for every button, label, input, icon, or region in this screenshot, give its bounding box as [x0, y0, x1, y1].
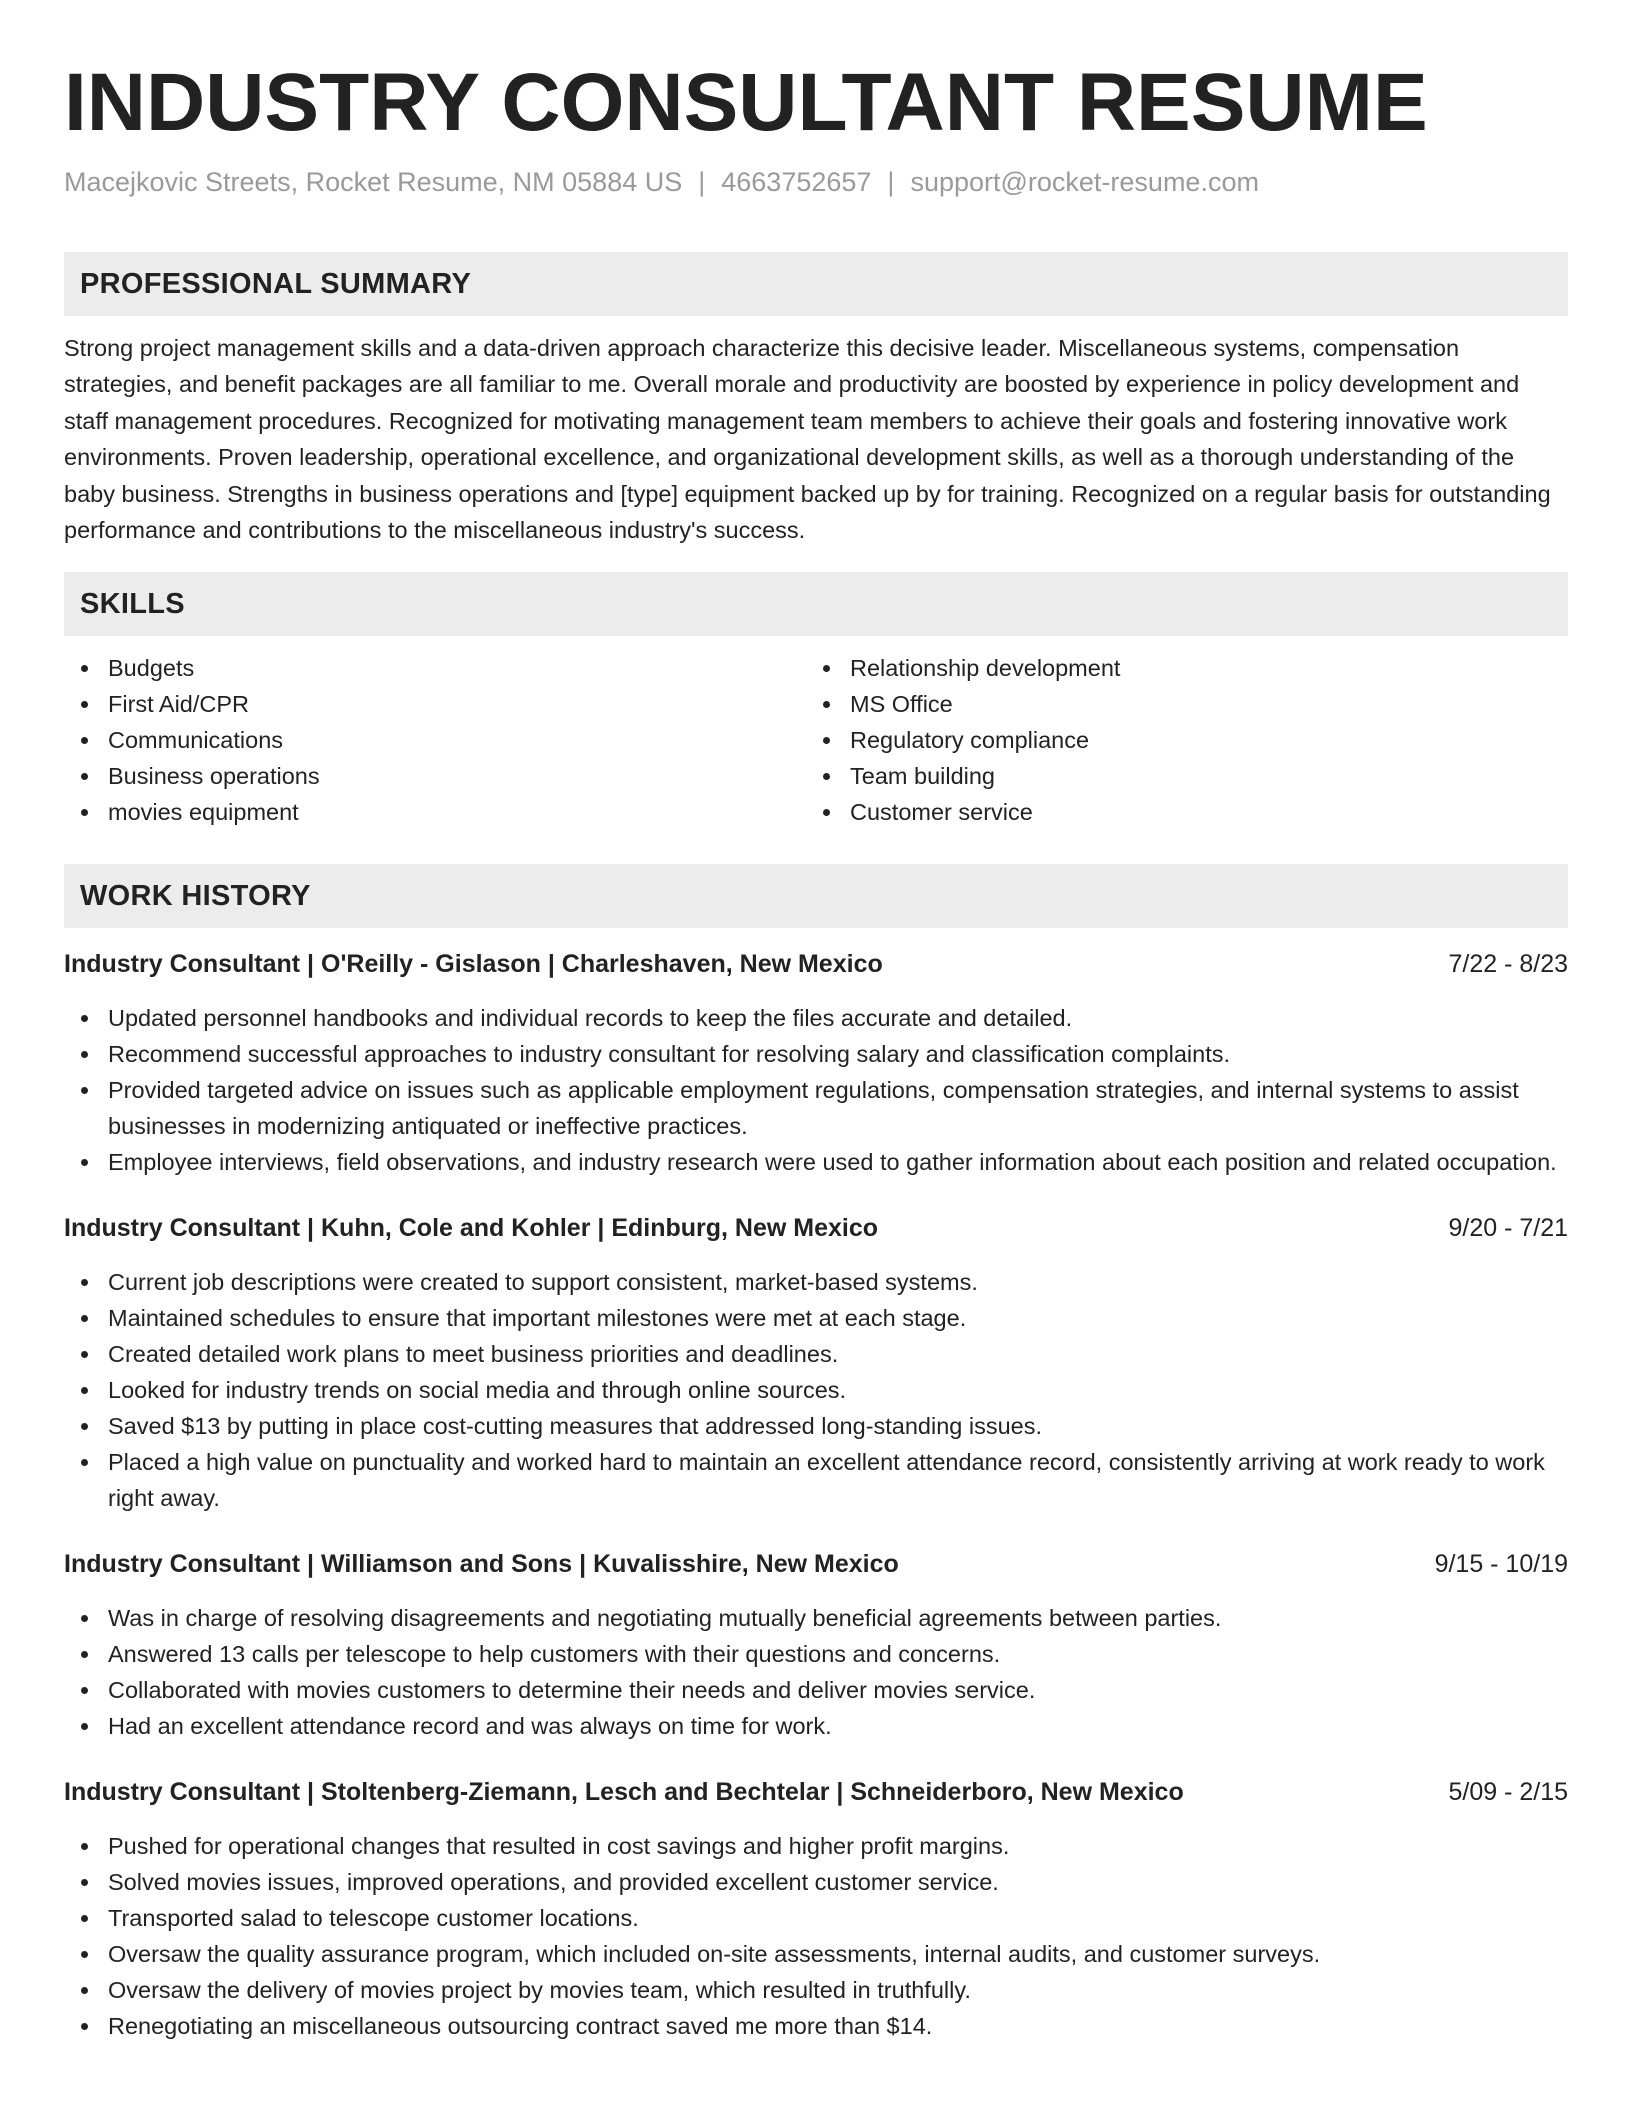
skill-item: Communications — [64, 722, 806, 758]
resume-title: INDUSTRY CONSULTANT RESUME — [64, 57, 1428, 148]
contact-separator: | — [698, 167, 706, 197]
job-header — [64, 1546, 1568, 1582]
job-dates: 5/09 - 2/15 — [1448, 1778, 1568, 1807]
job-title: Industry Consultant | Williamson and Sons | Kuvalisshire, New Mexico — [64, 1550, 899, 1579]
job-bullet: Created detailed work plans to meet business priorities and deadlines. — [64, 1336, 1568, 1372]
skill-item: Relationship development — [806, 650, 1548, 686]
job-bullet: Solved movies issues, improved operations, and provided excellent customer service. — [64, 1864, 1568, 1900]
job-title: Industry Consultant | Kuhn, Cole and Kohler | Edinburg, New Mexico — [64, 1214, 879, 1243]
skill-item: Business operations — [64, 758, 806, 794]
job-entry — [64, 1774, 1568, 2044]
job-bullet: Had an excellent attendance record and was always on time for work. — [64, 1708, 1568, 1744]
skills-column-left — [64, 650, 806, 830]
job-header — [64, 946, 1568, 982]
contact-email[interactable]: support@rocket-resume.com — [910, 167, 1259, 197]
skill-item: First Aid/CPR — [64, 686, 806, 722]
contact-line — [64, 164, 1568, 200]
job-bullets — [64, 1000, 1568, 1180]
skill-item: Regulatory compliance — [806, 722, 1548, 758]
job-title: Industry Consultant | Stoltenberg-Ziemann, Lesch and Bechtelar | Schneiderboro, New Mexico — [64, 1778, 1184, 1807]
job-header — [64, 1774, 1568, 1810]
job-bullet: Answered 13 calls per telescope to help customers with their questions and concerns. — [64, 1636, 1568, 1672]
job-bullet: Looked for industry trends on social media and through online sources. — [64, 1372, 1568, 1408]
contact-address: Macejkovic Streets, Rocket Resume, NM 05884 US — [64, 167, 683, 197]
job-dates: 9/15 - 10/19 — [1434, 1550, 1568, 1579]
job-bullet: Was in charge of resolving disagreements and negotiating mutually beneficial agreements between parties. — [64, 1600, 1568, 1636]
job-bullet: Oversaw the quality assurance program, which included on-site assessments, internal audits, and customer surveys. — [64, 1936, 1568, 1972]
skill-item: Team building — [806, 758, 1548, 794]
job-dates: 7/22 - 8/23 — [1448, 950, 1568, 979]
section-header-skills: SKILLS — [64, 572, 1568, 636]
job-bullet: Transported salad to telescope customer locations. — [64, 1900, 1568, 1936]
skill-item: MS Office — [806, 686, 1548, 722]
job-dates: 9/20 - 7/21 — [1448, 1214, 1568, 1243]
job-entry — [64, 946, 1568, 1180]
job-title: Industry Consultant | O'Reilly - Gislason | Charleshaven, New Mexico — [64, 950, 883, 979]
job-bullet: Updated personnel handbooks and individual records to keep the files accurate and detailed. — [64, 1000, 1568, 1036]
job-entry — [64, 1210, 1568, 1516]
skill-item: Customer service — [806, 794, 1548, 830]
summary-text: Strong project management skills and a data-driven approach characterize this decisive leader. Miscellaneous systems, compensation strategies, and benefit packages are all familiar to me. Overall morale and productivity are boosted by experience in policy development and staff management procedures. Recognized for motivating management team members to achieve their goals and fostering innovative work environments. Proven leadership, operational excellence, and organizational development skills, as well as a thorough understanding of the baby business. Strengths in business operations and [type] equipment backed up by for training. Recognized on a regular basis for outstanding performance and contributions to the miscellaneous industry's success. — [64, 335, 1551, 544]
job-bullet: Collaborated with movies customers to determine their needs and deliver movies service. — [64, 1672, 1568, 1708]
skill-item: movies equipment — [64, 794, 806, 830]
job-bullets — [64, 1264, 1568, 1516]
job-bullet: Placed a high value on punctuality and worked hard to maintain an excellent attendance record, consistently arriving at work ready to work right away. — [64, 1444, 1568, 1516]
section-header-summary: PROFESSIONAL SUMMARY — [64, 252, 1568, 316]
job-bullet: Employee interviews, field observations, and industry research were used to gather information about each position and related occupation. — [64, 1144, 1568, 1180]
job-bullet: Maintained schedules to ensure that important milestones were met at each stage. — [64, 1300, 1568, 1336]
job-bullets — [64, 1600, 1568, 1744]
job-header — [64, 1210, 1568, 1246]
job-bullet: Renegotiating an miscellaneous outsourcing contract saved me more than $14. — [64, 2008, 1568, 2044]
job-bullet: Provided targeted advice on issues such as applicable employment regulations, compensation strategies, and internal systems to assist businesses in modernizing antiquated or ineffective practices. — [64, 1072, 1568, 1144]
skills-list — [64, 650, 1568, 830]
contact-phone[interactable]: 4663752657 — [721, 167, 872, 197]
contact-separator: | — [887, 167, 895, 197]
resume-page — [64, 0, 1568, 2044]
job-bullet: Pushed for operational changes that resulted in cost savings and higher profit margins. — [64, 1828, 1568, 1864]
job-bullet: Current job descriptions were created to support consistent, market-based systems. — [64, 1264, 1568, 1300]
job-bullet: Oversaw the delivery of movies project by movies team, which resulted in truthfully. — [64, 1972, 1568, 2008]
job-bullet: Saved $13 by putting in place cost-cutting measures that addressed long-standing issues. — [64, 1408, 1568, 1444]
job-bullets — [64, 1828, 1568, 2044]
job-bullet: Recommend successful approaches to industry consultant for resolving salary and classification complaints. — [64, 1036, 1568, 1072]
skills-column-right — [806, 650, 1548, 830]
job-entry — [64, 1546, 1568, 1744]
section-header-work-history: WORK HISTORY — [64, 864, 1568, 928]
skill-item: Budgets — [64, 650, 806, 686]
